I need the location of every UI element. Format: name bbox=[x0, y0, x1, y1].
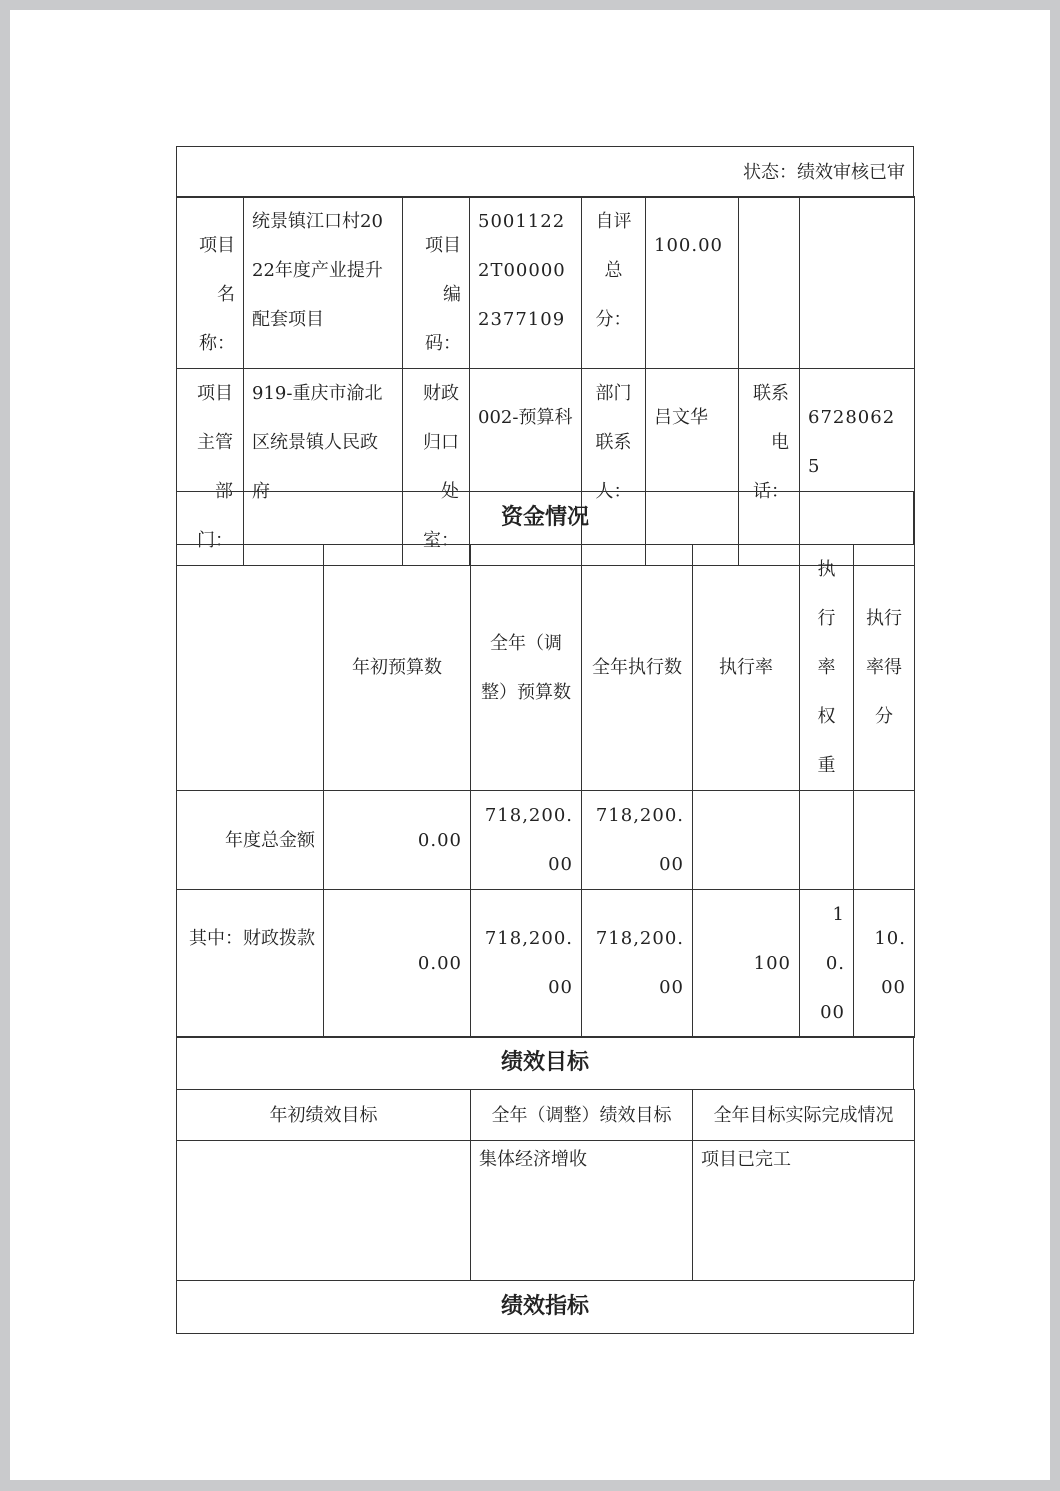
goals-header-adjusted: 全年（调整）绩效目标 bbox=[471, 1090, 693, 1141]
performance-report-form bbox=[176, 146, 914, 1334]
funds-heading: 资金情况 bbox=[177, 492, 914, 545]
funds-header-adjusted: 全年（调整）预算数 bbox=[471, 545, 582, 791]
funds-row-executed: 718,200.00 bbox=[582, 791, 693, 890]
goals-heading-table bbox=[176, 1036, 914, 1090]
funds-row-initial: 0.00 bbox=[324, 791, 471, 890]
funds-header-initial: 年初预算数 bbox=[324, 545, 471, 791]
funds-row-score bbox=[854, 791, 915, 890]
finance-office-value: 002-预算科 bbox=[470, 369, 582, 566]
project-name-label: 项目名称： bbox=[177, 197, 244, 369]
project-code-value: 50011222T000002377109 bbox=[470, 197, 582, 369]
funds-row-label: 年度总金额 bbox=[177, 791, 324, 890]
funds-header-weight: 执行率权重 bbox=[800, 545, 854, 791]
project-name-value: 统景镇江口村2022年度产业提升配套项目 bbox=[244, 197, 403, 369]
funds-header-rate: 执行率 bbox=[693, 545, 800, 791]
funds-row-rate bbox=[693, 791, 800, 890]
funds-table bbox=[176, 544, 915, 1038]
phone-value: 67280625 bbox=[800, 369, 915, 566]
funds-header-executed: 全年执行数 bbox=[582, 545, 693, 791]
goals-adjusted-value: 集体经济增收 bbox=[471, 1141, 693, 1281]
funds-row-adjusted: 718,200.00 bbox=[471, 791, 582, 890]
empty-cell bbox=[800, 197, 915, 369]
finance-office-label: 财政归口处室： bbox=[403, 369, 470, 566]
document-page bbox=[10, 10, 1050, 1480]
goals-header-actual: 全年目标实际完成情况 bbox=[693, 1090, 915, 1141]
goals-actual-value: 项目已完工 bbox=[693, 1141, 915, 1281]
status-table bbox=[176, 146, 914, 198]
dept-contact-label: 部门联系人： bbox=[582, 369, 646, 566]
dept-value: 919-重庆市渝北区统景镇人民政府 bbox=[244, 369, 403, 566]
funds-row-weight bbox=[800, 791, 854, 890]
funds-row-executed: 718,200.00 bbox=[582, 890, 693, 1038]
funds-row-rate: 100 bbox=[693, 890, 800, 1038]
phone-label: 联系电话： bbox=[739, 369, 800, 566]
funds-row-weight: 10.00 bbox=[800, 890, 854, 1038]
funds-row-adjusted: 718,200.00 bbox=[471, 890, 582, 1038]
funds-row-score: 10.00 bbox=[854, 890, 915, 1038]
goals-table bbox=[176, 1089, 915, 1281]
funds-header-score: 执行率得分 bbox=[854, 545, 915, 791]
project-code-label: 项目编码： bbox=[403, 197, 470, 369]
indicators-heading: 绩效指标 bbox=[177, 1281, 914, 1334]
self-score-value: 100.00 bbox=[646, 197, 739, 369]
funds-heading-table bbox=[176, 491, 914, 545]
funds-header-blank bbox=[177, 545, 324, 791]
dept-contact-value: 吕文华 bbox=[646, 369, 739, 566]
self-score-label: 自评总分： bbox=[582, 197, 646, 369]
status-text: 状态：绩效审核已审 bbox=[177, 147, 914, 198]
funds-row-initial: 0.00 bbox=[324, 890, 471, 1038]
indicators-heading-table bbox=[176, 1280, 914, 1334]
empty-cell bbox=[739, 197, 800, 369]
goals-heading: 绩效目标 bbox=[177, 1037, 914, 1090]
dept-label: 项目主管部门： bbox=[177, 369, 244, 566]
funds-row-label: 其中：财政拨款 bbox=[177, 890, 324, 1038]
goals-initial-value bbox=[177, 1141, 471, 1281]
goals-header-initial: 年初绩效目标 bbox=[177, 1090, 471, 1141]
